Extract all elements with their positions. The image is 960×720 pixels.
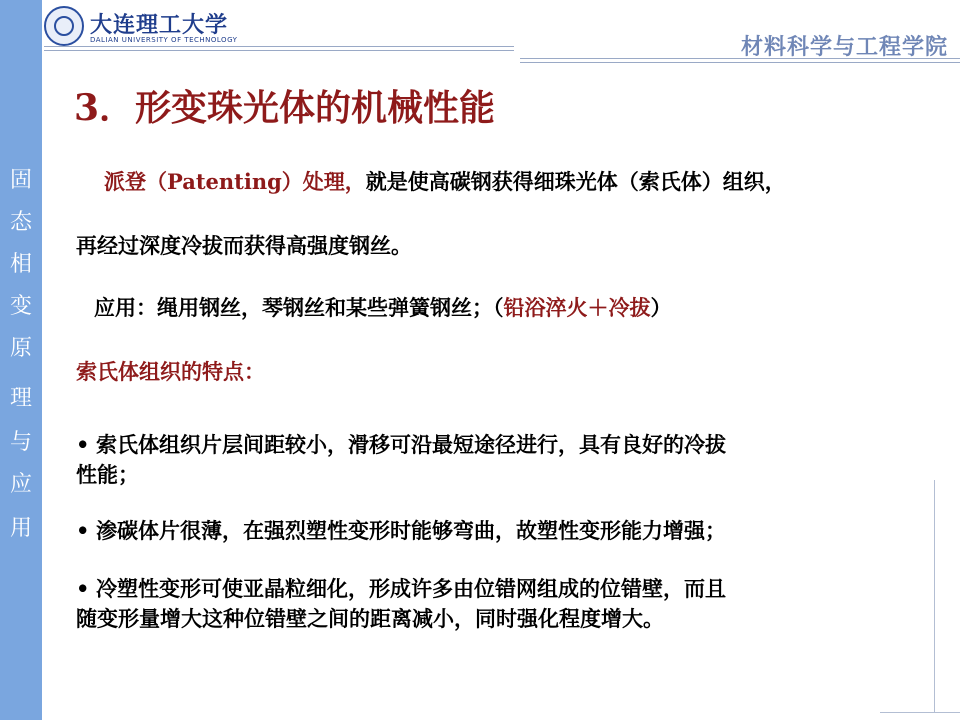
list-item: [76, 574, 926, 634]
application-process: 铅浴淬火＋冷拔: [503, 295, 651, 320]
logo-english-name: DALIAN UNIVERSITY OF TECHNOLOGY: [90, 36, 238, 44]
sidebar-char: 与: [9, 430, 32, 455]
list-item: [76, 516, 926, 546]
decorative-line: [934, 480, 935, 712]
bullet-dot: •: [76, 576, 90, 601]
list-item: [76, 430, 926, 490]
paragraph-patenting: [104, 166, 786, 196]
application-text: 应用：绳用钢丝，琴钢丝和某些弹簧钢丝；（: [94, 295, 504, 320]
logo-chinese-name: 大连理工大学: [90, 12, 229, 38]
sidebar-char: 应: [9, 472, 32, 497]
sidebar-char: 固: [9, 168, 32, 193]
bullet-dot: •: [76, 518, 90, 543]
paragraph-application: [94, 292, 672, 322]
patenting-term: 派登（Patenting）处理，: [104, 169, 366, 194]
bullet-text: 冷塑性变形可使亚晶粒细化，形成许多由位错网组成的位错壁，而且: [96, 576, 726, 601]
bullet-dot: •: [76, 432, 90, 457]
page-title: 3．形变珠光体的机械性能: [74, 87, 496, 129]
header-divider: [44, 50, 514, 51]
sidebar-char: 相: [9, 252, 32, 277]
bullet-text: 索氏体组织片层间距较小，滑移可沿最短途径进行，具有良好的冷拔: [96, 432, 726, 457]
patenting-definition: 就是使高碳钢获得细珠光体（索氏体）组织，: [365, 169, 786, 194]
sidebar-char: 理: [9, 386, 32, 411]
sidebar-char: 原: [9, 336, 32, 361]
paragraph-continuation: 再经过深度冷拔而获得高强度钢丝。: [76, 233, 412, 258]
decorative-line: [880, 712, 960, 713]
college-name: 材料科学与工程学院: [740, 34, 948, 60]
university-logo: [44, 6, 238, 50]
bullet-text: 性能；: [76, 462, 139, 487]
university-emblem-icon: [44, 6, 84, 46]
header-divider: [520, 62, 960, 63]
header-divider: [44, 46, 514, 47]
application-close: ）: [650, 295, 672, 320]
bullet-text: 渗碳体片很薄，在强烈塑性变形时能够弯曲，故塑性变形能力增强；: [96, 518, 726, 543]
sidebar-char: 变: [9, 294, 32, 319]
sidebar: [0, 0, 42, 720]
sidebar-char: 用: [9, 516, 32, 541]
sidebar-char: 态: [9, 210, 32, 235]
features-heading: 索氏体组织的特点：: [76, 359, 265, 384]
bullet-text: 随变形量增大这种位错壁之间的距离减小，同时强化程度增大。: [76, 606, 664, 631]
